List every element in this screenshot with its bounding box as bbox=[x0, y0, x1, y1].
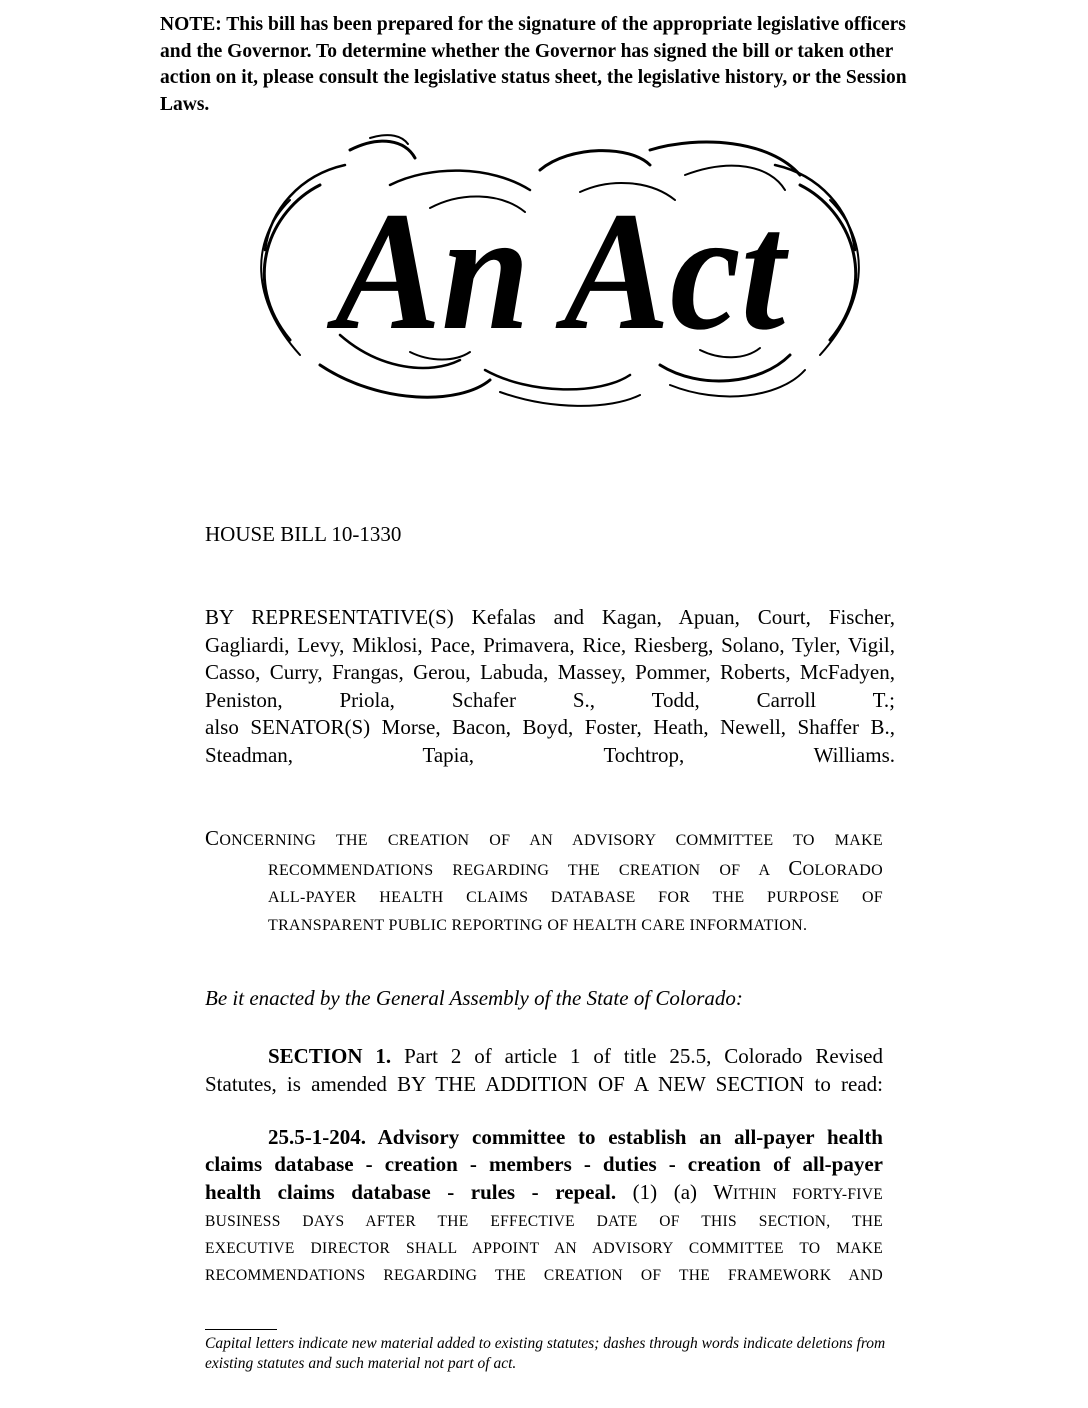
title-line-1-text: ONCERNING THE CREATION OF AN ADVISORY COMMITTEE TO MAKE bbox=[219, 832, 883, 849]
title-line-2 bbox=[205, 855, 883, 885]
senators-list: also SENATOR(S) Morse, Bacon, Boyd, Foster, Heath, Newell, Shaffer B., Steadman, Tapia, Tochtrop, Williams. bbox=[205, 715, 895, 767]
seal-flourish bbox=[320, 365, 490, 397]
section-1-text-b: Statutes, is amended BY THE ADDITION OF A NEW SECTION to read: bbox=[205, 1071, 883, 1096]
title-line-3: ALL-PAYER HEALTH CLAIMS DATABASE FOR THE PURPOSE OF bbox=[268, 889, 883, 906]
seal-title: An Act bbox=[326, 177, 790, 365]
section-1 bbox=[205, 1043, 883, 1098]
seal-flourish bbox=[650, 142, 800, 175]
title-colorado-initial: C bbox=[788, 855, 803, 880]
section-heading: SECTION 1. bbox=[268, 1044, 392, 1068]
statute-body-2: BUSINESS DAYS AFTER THE EFFECTIVE DATE OF THIS SECTION, THE bbox=[205, 1212, 883, 1230]
statute-title-3: health claims database - rules - repeal. bbox=[205, 1179, 617, 1204]
an-act-seal bbox=[230, 130, 890, 415]
statute-title-2: claims database - creation - members - duties - creation of all-payer bbox=[205, 1152, 883, 1177]
seal-flourish bbox=[485, 370, 630, 389]
title-line-4: TRANSPARENT PUBLIC REPORTING OF HEALTH CARE INFORMATION. bbox=[268, 916, 808, 934]
seal-flourish bbox=[500, 392, 640, 406]
legislative-note: NOTE: This bill has been prepared for the signature of the appropriate legislative officers and the Governor. To determine whether the Governor has signed the bill or taken other action on it, please consult the legislative status sheet, the legislative history, or the Session Laws. bbox=[160, 14, 907, 115]
seal-flourish bbox=[350, 141, 415, 158]
statute-title-1: 25.5-1-204. Advisory committee to establish an all-payer health bbox=[268, 1125, 883, 1149]
statute-subsection: (1) (a) bbox=[616, 1179, 714, 1204]
statute-initial: W bbox=[713, 1179, 734, 1204]
bill-title bbox=[205, 825, 883, 939]
title-line-2-text: RECOMMENDATIONS REGARDING THE CREATION OF A bbox=[268, 861, 789, 879]
seal-flourish bbox=[820, 200, 859, 355]
bill-number: HOUSE BILL 10-1330 bbox=[205, 522, 402, 546]
footnote-divider bbox=[205, 1329, 277, 1330]
seal-flourish bbox=[670, 370, 805, 396]
seal-flourish bbox=[775, 165, 855, 250]
section-1-line-1 bbox=[205, 1043, 883, 1071]
statute-section bbox=[205, 1124, 883, 1290]
title-line-2-end: OLORADO bbox=[802, 861, 883, 879]
sponsors-block bbox=[205, 604, 895, 770]
statute-line-3 bbox=[205, 1179, 883, 1208]
statute-body-1: ITHIN FORTY-FIVE bbox=[733, 1185, 883, 1203]
title-line-1 bbox=[205, 825, 883, 855]
representatives-list: BY REPRESENTATIVE(S) Kefalas and Kagan, Apuan, Court, Fischer, Gagliardi, Levy, Miklosi, Pace, Primavera, Rice, Riesberg, Solano, Tyler, Vigil, Casso, Curry, Frangas, Gerou, Labuda, Massey, Pommer, Roberts, McFadyen, Peniston, Priola, Schafer S., Todd, Carroll T.; bbox=[205, 605, 895, 712]
footnote: Capital letters indicate new material added to existing statutes; dashes through words indicate deletions from existing statutes and such material not part of act. bbox=[205, 1335, 886, 1372]
seal-flourish bbox=[261, 200, 300, 355]
title-initial: C bbox=[205, 826, 220, 850]
section-1-text-a: Part 2 of article 1 of title 25.5, Colorado Revised bbox=[391, 1044, 883, 1068]
seal-flourish bbox=[540, 151, 650, 170]
statute-body-3: EXECUTIVE DIRECTOR SHALL APPOINT AN ADVISORY COMMITTEE TO MAKE bbox=[205, 1240, 883, 1258]
enacting-clause: Be it enacted by the General Assembly of the State of Colorado: bbox=[205, 986, 743, 1010]
seal-flourish bbox=[265, 165, 345, 250]
statute-body-4: RECOMMENDATIONS REGARDING THE CREATION OF THE FRAMEWORK AND bbox=[205, 1267, 883, 1285]
